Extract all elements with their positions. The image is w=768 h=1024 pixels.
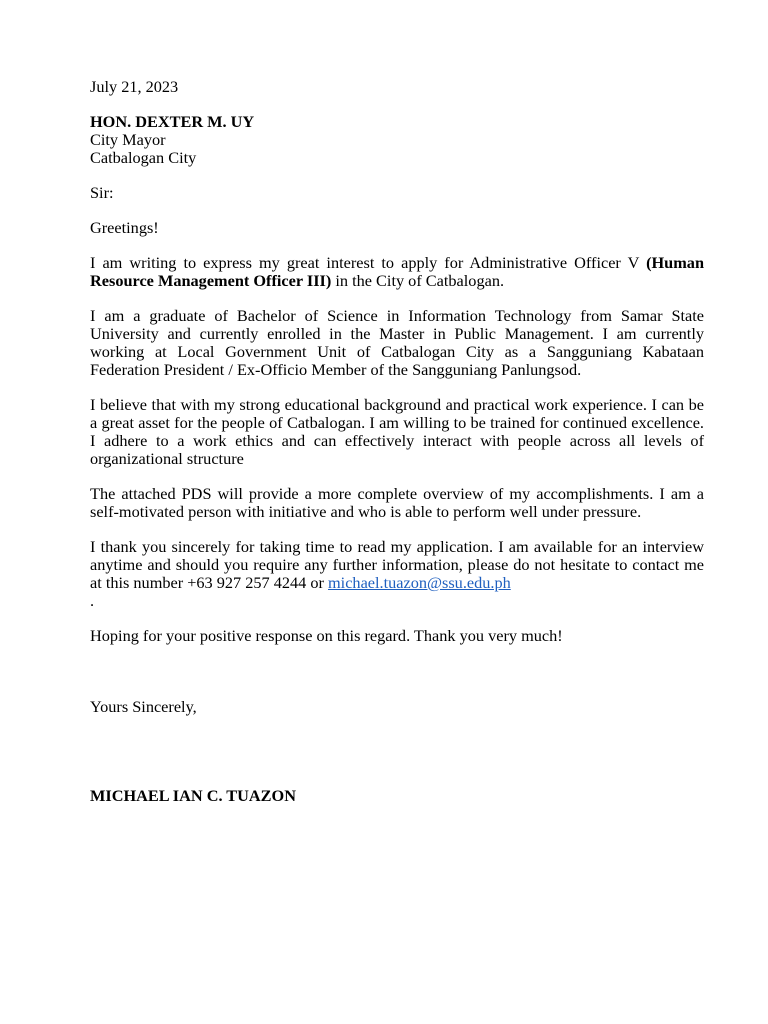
education-paragraph: I am a graduate of Bachelor of Science in Information Technology from Samar State University and currently enrolled in the Master in Public Management. I am currently working at Local Government Unit of Catbalogan City as a Sangguniang Kabataan Federation President / Ex-Officio Member of the Sangguniang Panlungsod. bbox=[90, 306, 704, 379]
intro-position-title: (Human Resource Management Officer III) bbox=[90, 253, 704, 290]
contact-text: I thank you sincerely for taking time to read my application. I am available for an interview anytime and should you require any further information, please do not hesitate to contact me at this number +63 927 257 4244 or bbox=[90, 537, 704, 592]
recipient-title: City Mayor bbox=[90, 130, 166, 149]
letter-date: July 21, 2023 bbox=[90, 77, 179, 96]
salutation: Sir: bbox=[90, 183, 114, 202]
intro-paragraph bbox=[90, 254, 704, 290]
greeting: Greetings! bbox=[90, 218, 159, 237]
hoping-paragraph: Hoping for your positive response on this regard. Thank you very much! bbox=[90, 626, 563, 645]
signatory-name: MICHAEL IAN C. TUAZON bbox=[90, 786, 296, 805]
letter-page bbox=[90, 78, 704, 805]
recipient-location: Catbalogan City bbox=[90, 148, 197, 167]
email-link[interactable]: michael.tuazon@ssu.edu.ph bbox=[328, 573, 511, 592]
pds-paragraph: The attached PDS will provide a more complete overview of my accomplishments. I am a self-motivated person with initiative and who is able to perform well under pressure. bbox=[90, 484, 704, 521]
intro-text-before: I am writing to express my great interest to apply for Administrative Officer V bbox=[90, 253, 647, 272]
belief-paragraph: I believe that with my strong educational background and practical work experience. I can be a great asset for the people of Catbalogan. I am willing to be trained for continued excellence. I adhere to a work ethics and can effectively interact with people across all levels of organizational structure bbox=[90, 395, 704, 468]
contact-paragraph bbox=[90, 538, 704, 610]
recipient-name: HON. DEXTER M. UY bbox=[90, 112, 255, 131]
contact-period: . bbox=[90, 591, 95, 610]
recipient-block bbox=[90, 113, 704, 167]
closing: Yours Sincerely, bbox=[90, 697, 197, 716]
intro-text-after: in the City of Catbalogan. bbox=[331, 271, 505, 290]
